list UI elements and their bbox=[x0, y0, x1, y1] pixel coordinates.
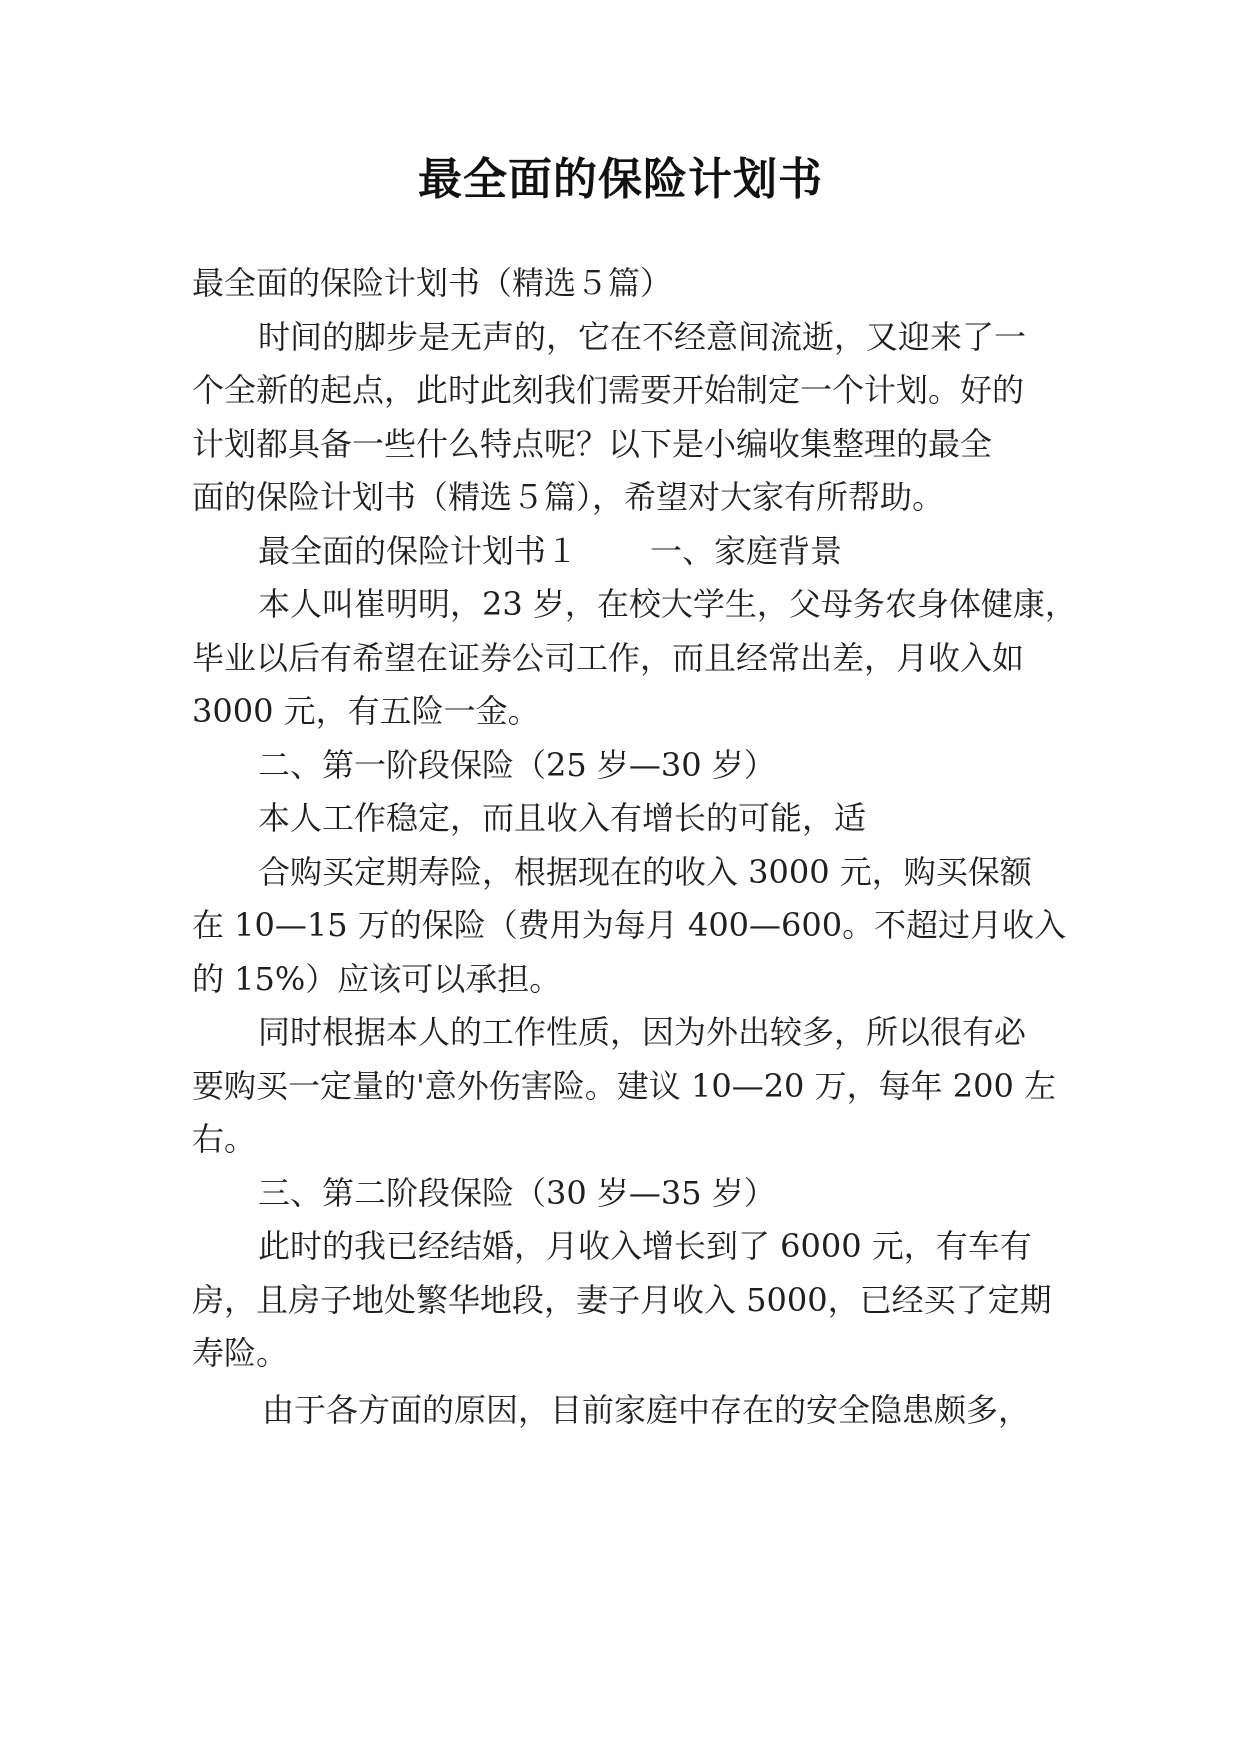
text-line: 右。 bbox=[192, 1120, 257, 1158]
section-heading: 三、第二阶段保险（30 岁—35 岁） bbox=[258, 1174, 776, 1212]
text-line: 此时的我已经结婚，月收入增长到了 6000 元，有车有 bbox=[258, 1227, 1032, 1265]
text-line: 的 15%）应该可以承担。 bbox=[192, 960, 562, 998]
text-line: 同时根据本人的工作性质，因为外出较多，所以很有必 bbox=[258, 1013, 1027, 1051]
text-line: 毕业以后有希望在证券公司工作，而且经常出差，月收入如 bbox=[192, 639, 1025, 677]
text-line: 在 10—15 万的保险（费用为每月 400—600。不超过月收入 bbox=[192, 906, 1067, 944]
document-title: 最全面的保险计划书 bbox=[418, 154, 823, 205]
text-line: 房，且房子地处繁华地段，妻子月收入 5000，已经买了定期 bbox=[192, 1281, 1052, 1319]
text-line: 3000 元，有五险一金。 bbox=[192, 692, 540, 730]
text-line: 时间的脚步是无声的，它在不经意间流逝，又迎来了一 bbox=[258, 318, 1027, 356]
section-heading: 一、家庭背景 bbox=[650, 532, 843, 570]
section-heading: 二、第一阶段保险（25 岁—30 岁） bbox=[258, 746, 776, 784]
text-line: 面的保险计划书（精选５篇），希望对大家有所帮助。 bbox=[192, 478, 945, 516]
text-line: 合购买定期寿险，根据现在的收入 3000 元，购买保额 bbox=[258, 853, 1032, 891]
section-heading-line bbox=[258, 531, 842, 571]
text-line: 要购买一定量的'意外伤害险。建议 10—20 万，每年 200 左 bbox=[192, 1067, 1057, 1105]
text-line: 个全新的起点，此时此刻我们需要开始制定一个计划。好的 bbox=[192, 371, 1025, 409]
text-line: 本人叫崔明明，23 岁，在校大学生，父母务农身体健康， bbox=[258, 585, 1077, 623]
article-heading: 最全面的保险计划书１ bbox=[258, 532, 579, 570]
text-line: 由于各方面的原因，目前家庭中存在的安全隐患颇多， bbox=[262, 1391, 1031, 1429]
text-line: 计划都具备一些什么特点呢？以下是小编收集整理的最全 bbox=[192, 425, 993, 463]
text-line: 本人工作稳定，而且收入有增长的可能，适 bbox=[258, 799, 867, 837]
text-line: 寿险。 bbox=[192, 1334, 289, 1372]
subtitle-line: 最全面的保险计划书（精选５篇） bbox=[192, 264, 673, 302]
